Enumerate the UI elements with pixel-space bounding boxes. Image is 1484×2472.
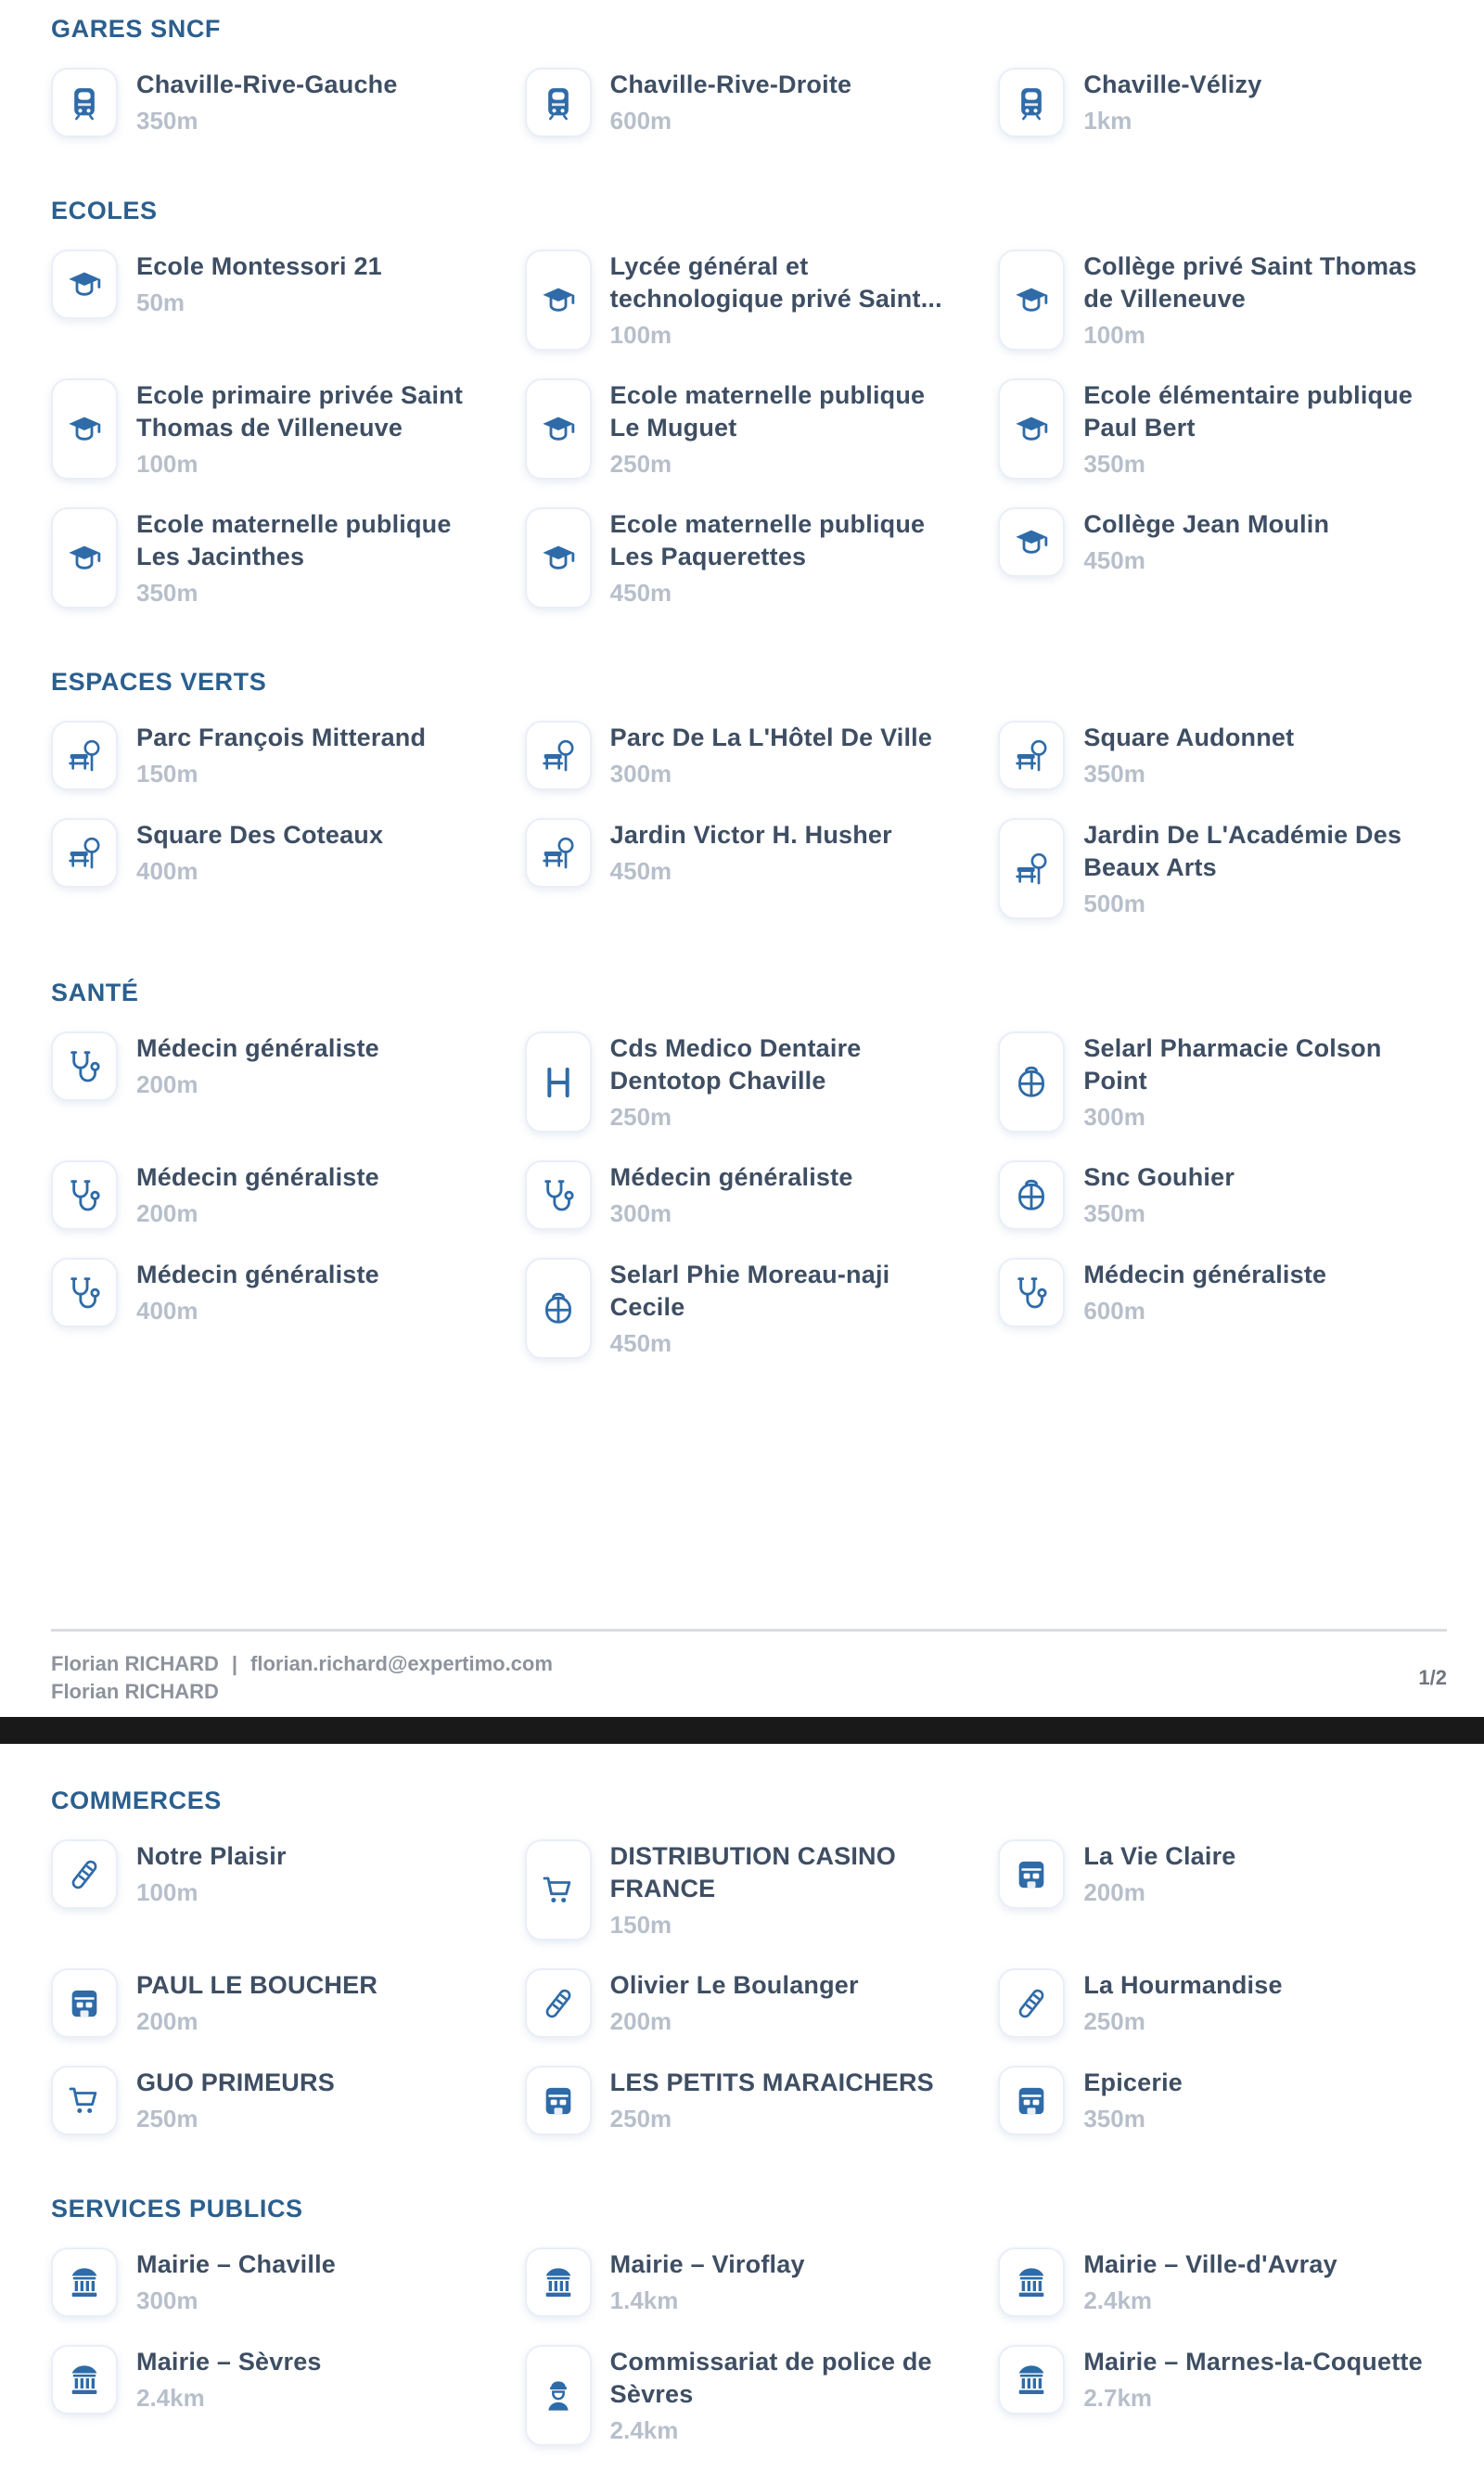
poi-name: Olivier Le Boulanger — [609, 1971, 859, 1999]
pharmacy-icon — [998, 1160, 1065, 1230]
poi-grid — [51, 1839, 1433, 2135]
poi-distance: 500m — [1083, 890, 1145, 917]
baguette-icon — [51, 1839, 118, 1909]
poi-name: Selarl Pharmacie Colson Point — [1083, 1034, 1382, 1095]
poi-item — [998, 250, 1433, 351]
poi-grid — [51, 2248, 1433, 2446]
poi-distance: 2.4km — [1083, 2286, 1153, 2314]
poi-name: Ecole maternelle publique Les Paquerettes — [609, 510, 926, 570]
poi-item — [51, 2248, 486, 2317]
poi-distance: 100m — [1083, 321, 1145, 349]
pharmacy-icon — [998, 1031, 1065, 1133]
poi-distance: 100m — [136, 1878, 198, 1906]
poi-distance: 450m — [1083, 546, 1145, 574]
poi-name: Square Des Coteaux — [136, 821, 384, 849]
poi-item — [51, 1968, 486, 2038]
section-title: ECOLES — [51, 197, 158, 224]
poi-name: Collège privé Saint Thomas de Villeneuve — [1083, 252, 1417, 313]
poi-item — [998, 818, 1433, 919]
page-footer — [0, 1629, 1484, 1717]
poi-grid — [51, 250, 1433, 608]
poi-item — [525, 250, 960, 351]
poi-distance: 2.4km — [136, 2384, 205, 2412]
poi-distance: 100m — [609, 321, 672, 349]
poi-item — [525, 721, 960, 790]
poi-name: PAUL LE BOUCHER — [136, 1971, 378, 1999]
school-icon — [525, 378, 592, 480]
poi-distance: 200m — [136, 2007, 198, 2035]
poi-name: Cds Medico Dentaire Dentotop Chaville — [609, 1034, 862, 1095]
section-gares-sncf — [0, 15, 1484, 137]
section-title: SANTÉ — [51, 979, 139, 1006]
poi-item — [998, 68, 1433, 137]
poi-item — [51, 721, 486, 790]
poi-grid — [51, 68, 1433, 137]
footer-divider — [51, 1629, 1447, 1632]
poi-item — [998, 378, 1433, 480]
poi-distance: 300m — [609, 760, 672, 788]
poi-distance: 600m — [609, 107, 672, 134]
poi-name: Parc De La L'Hôtel De Ville — [609, 724, 933, 751]
poi-name: LES PETITS MARAICHERS — [609, 2069, 934, 2096]
pharmacy-icon — [525, 1258, 592, 1359]
train-icon — [525, 68, 592, 137]
poi-distance: 150m — [136, 760, 198, 788]
poi-name: Médecin généraliste — [136, 1163, 379, 1191]
page-2-sections — [0, 1787, 1484, 2446]
townhall-icon — [51, 2248, 118, 2317]
poi-name: Chaville-Vélizy — [1083, 70, 1262, 98]
townhall-icon — [525, 2248, 592, 2317]
poi-item — [51, 250, 486, 319]
poi-name: Notre Plaisir — [136, 1842, 287, 1870]
page-1-sections — [0, 15, 1484, 1359]
poi-distance: 350m — [1083, 760, 1145, 788]
poi-item — [525, 378, 960, 480]
poi-distance: 350m — [1083, 1199, 1145, 1227]
poi-name: Médecin généraliste — [1083, 1261, 1327, 1288]
poi-item — [998, 1258, 1433, 1327]
poi-distance: 200m — [1083, 1878, 1145, 1906]
poi-item — [525, 1258, 960, 1359]
stethoscope-icon — [525, 1160, 592, 1230]
poi-distance: 250m — [609, 1103, 672, 1131]
poi-distance: 200m — [609, 2007, 672, 2035]
poi-item — [998, 721, 1433, 790]
poi-item — [525, 2345, 960, 2446]
poi-name: GUO PRIMEURS — [136, 2069, 335, 2096]
page-break-bar — [0, 1717, 1484, 1744]
poi-name: Jardin De L'Académie Des Beaux Arts — [1083, 821, 1402, 881]
poi-item — [51, 818, 486, 888]
park-icon — [525, 818, 592, 888]
section-commerces — [0, 1787, 1484, 2135]
poi-name: Ecole primaire privée Saint Thomas de Villeneuve — [136, 381, 464, 442]
park-icon — [51, 818, 118, 888]
poi-item — [525, 818, 960, 888]
storefront-icon — [525, 2066, 592, 2135]
storefront-icon — [998, 2066, 1065, 2135]
poi-item — [998, 1968, 1433, 2038]
poi-item — [51, 1031, 486, 1101]
poi-distance: 400m — [136, 1297, 198, 1325]
poi-distance: 1km — [1083, 107, 1132, 134]
poi-item — [998, 1031, 1433, 1133]
stethoscope-icon — [51, 1258, 118, 1327]
stethoscope-icon — [51, 1031, 118, 1101]
poi-name: Mairie – Marnes-la-Coquette — [1083, 2348, 1423, 2376]
park-icon — [51, 721, 118, 790]
townhall-icon — [51, 2345, 118, 2414]
agent-name-line2: Florian RICHARD — [51, 1680, 219, 1703]
poi-item — [525, 1968, 960, 2038]
poi-distance: 250m — [1083, 2007, 1145, 2035]
poi-distance: 350m — [1083, 450, 1145, 478]
poi-item — [51, 2066, 486, 2135]
poi-name: Médecin généraliste — [136, 1034, 379, 1062]
poi-item — [51, 507, 486, 608]
poi-name: Mairie – Chaville — [136, 2250, 336, 2278]
baguette-icon — [998, 1968, 1065, 2038]
poi-distance: 450m — [609, 857, 672, 885]
poi-name: Ecole Montessori 21 — [136, 252, 382, 280]
poi-distance: 150m — [609, 1911, 672, 1939]
section-title: GARES SNCF — [51, 15, 222, 43]
report-page-2 — [0, 1744, 1484, 2446]
poi-item — [525, 68, 960, 137]
poi-item — [525, 2248, 960, 2317]
poi-name: Lycée général et technologique privé Saint... — [609, 252, 942, 313]
school-icon — [51, 507, 118, 608]
poi-item — [998, 1839, 1433, 1909]
poi-item — [51, 2345, 486, 2414]
poi-grid — [51, 721, 1433, 919]
poi-item — [51, 68, 486, 137]
poi-item — [525, 507, 960, 608]
stethoscope-icon — [998, 1258, 1065, 1327]
school-icon — [51, 378, 118, 480]
poi-item — [525, 2066, 960, 2135]
poi-distance: 1.4km — [609, 2286, 679, 2314]
hospital-icon — [525, 1031, 592, 1133]
poi-distance: 250m — [609, 2105, 672, 2133]
footer-separator: | — [231, 1652, 238, 1675]
page-indicator: 1/2 — [1418, 1666, 1447, 1689]
poi-name: Ecole élémentaire publique Paul Bert — [1083, 381, 1414, 442]
poi-name: Square Audonnet — [1083, 724, 1295, 751]
poi-distance: 300m — [609, 1199, 672, 1227]
poi-name: Médecin généraliste — [136, 1261, 379, 1288]
poi-name: DISTRIBUTION CASINO FRANCE — [609, 1842, 896, 1902]
poi-name: Chaville-Rive-Droite — [609, 70, 852, 98]
townhall-icon — [998, 2248, 1065, 2317]
poi-name: Ecole maternelle publique Le Muguet — [609, 381, 926, 442]
poi-item — [998, 2066, 1433, 2135]
section-title: COMMERCES — [51, 1787, 222, 1814]
poi-name: Jardin Victor H. Husher — [609, 821, 892, 849]
poi-distance: 450m — [609, 579, 672, 607]
train-icon — [51, 68, 118, 137]
school-icon — [525, 250, 592, 351]
poi-distance: 100m — [136, 450, 198, 478]
poi-item — [998, 1160, 1433, 1230]
train-icon — [998, 68, 1065, 137]
agent-contact — [51, 1650, 553, 1706]
poi-grid — [51, 1031, 1433, 1359]
park-icon — [998, 818, 1065, 919]
poi-name: La Hourmandise — [1083, 1971, 1283, 1999]
poi-name: Commissariat de police de Sèvres — [609, 2348, 932, 2408]
school-icon — [998, 507, 1065, 577]
section-title: ESPACES VERTS — [51, 668, 267, 696]
poi-distance: 2.7km — [1083, 2384, 1153, 2412]
poi-distance: 450m — [609, 1329, 672, 1357]
cart-icon — [51, 2066, 118, 2135]
agent-name: Florian RICHARD — [51, 1652, 219, 1675]
poi-distance: 350m — [136, 579, 198, 607]
poi-name: Snc Gouhier — [1083, 1163, 1235, 1191]
police-icon — [525, 2345, 592, 2446]
school-icon — [525, 507, 592, 608]
poi-distance: 250m — [136, 2105, 198, 2133]
poi-distance: 250m — [609, 450, 672, 478]
poi-item — [525, 1839, 960, 1940]
poi-distance: 600m — [1083, 1297, 1145, 1325]
storefront-icon — [51, 1968, 118, 2038]
poi-item — [51, 1258, 486, 1327]
section-ecoles — [0, 197, 1484, 608]
poi-name: Epicerie — [1083, 2069, 1183, 2096]
poi-name: Chaville-Rive-Gauche — [136, 70, 398, 98]
park-icon — [525, 721, 592, 790]
poi-item — [998, 2248, 1433, 2317]
poi-item — [51, 1839, 486, 1909]
poi-name: Collège Jean Moulin — [1083, 510, 1330, 538]
poi-name: Médecin généraliste — [609, 1163, 853, 1191]
section-services-publics — [0, 2195, 1484, 2446]
section-sant — [0, 979, 1484, 1359]
poi-distance: 350m — [136, 107, 198, 134]
poi-name: Selarl Phie Moreau-naji Cecile — [609, 1261, 890, 1321]
stethoscope-icon — [51, 1160, 118, 1230]
school-icon — [998, 250, 1065, 351]
poi-distance: 350m — [1083, 2105, 1145, 2133]
poi-item — [525, 1031, 960, 1133]
agent-email: florian.richard@expertimo.com — [250, 1652, 553, 1675]
section-title: SERVICES PUBLICS — [51, 2195, 303, 2222]
poi-distance: 2.4km — [609, 2416, 679, 2444]
poi-name: Parc François Mitterand — [136, 724, 427, 751]
park-icon — [998, 721, 1065, 790]
school-icon — [998, 378, 1065, 480]
poi-item — [998, 2345, 1433, 2414]
cart-icon — [525, 1839, 592, 1940]
school-icon — [51, 250, 118, 319]
poi-name: La Vie Claire — [1083, 1842, 1236, 1870]
poi-distance: 300m — [136, 2286, 198, 2314]
storefront-icon — [998, 1839, 1065, 1909]
baguette-icon — [525, 1968, 592, 2038]
poi-distance: 50m — [136, 288, 186, 316]
poi-distance: 200m — [136, 1070, 198, 1098]
poi-distance: 400m — [136, 857, 198, 885]
poi-name: Mairie – Viroflay — [609, 2250, 805, 2278]
poi-item — [525, 1160, 960, 1230]
poi-name: Mairie – Ville-d'Avray — [1083, 2250, 1337, 2278]
townhall-icon — [998, 2345, 1065, 2414]
poi-item — [51, 1160, 486, 1230]
poi-name: Mairie – Sèvres — [136, 2348, 322, 2376]
poi-distance: 300m — [1083, 1103, 1145, 1131]
poi-item — [51, 378, 486, 480]
poi-item — [998, 507, 1433, 577]
poi-distance: 200m — [136, 1199, 198, 1227]
section-espaces-verts — [0, 668, 1484, 919]
poi-name: Ecole maternelle publique Les Jacinthes — [136, 510, 452, 570]
